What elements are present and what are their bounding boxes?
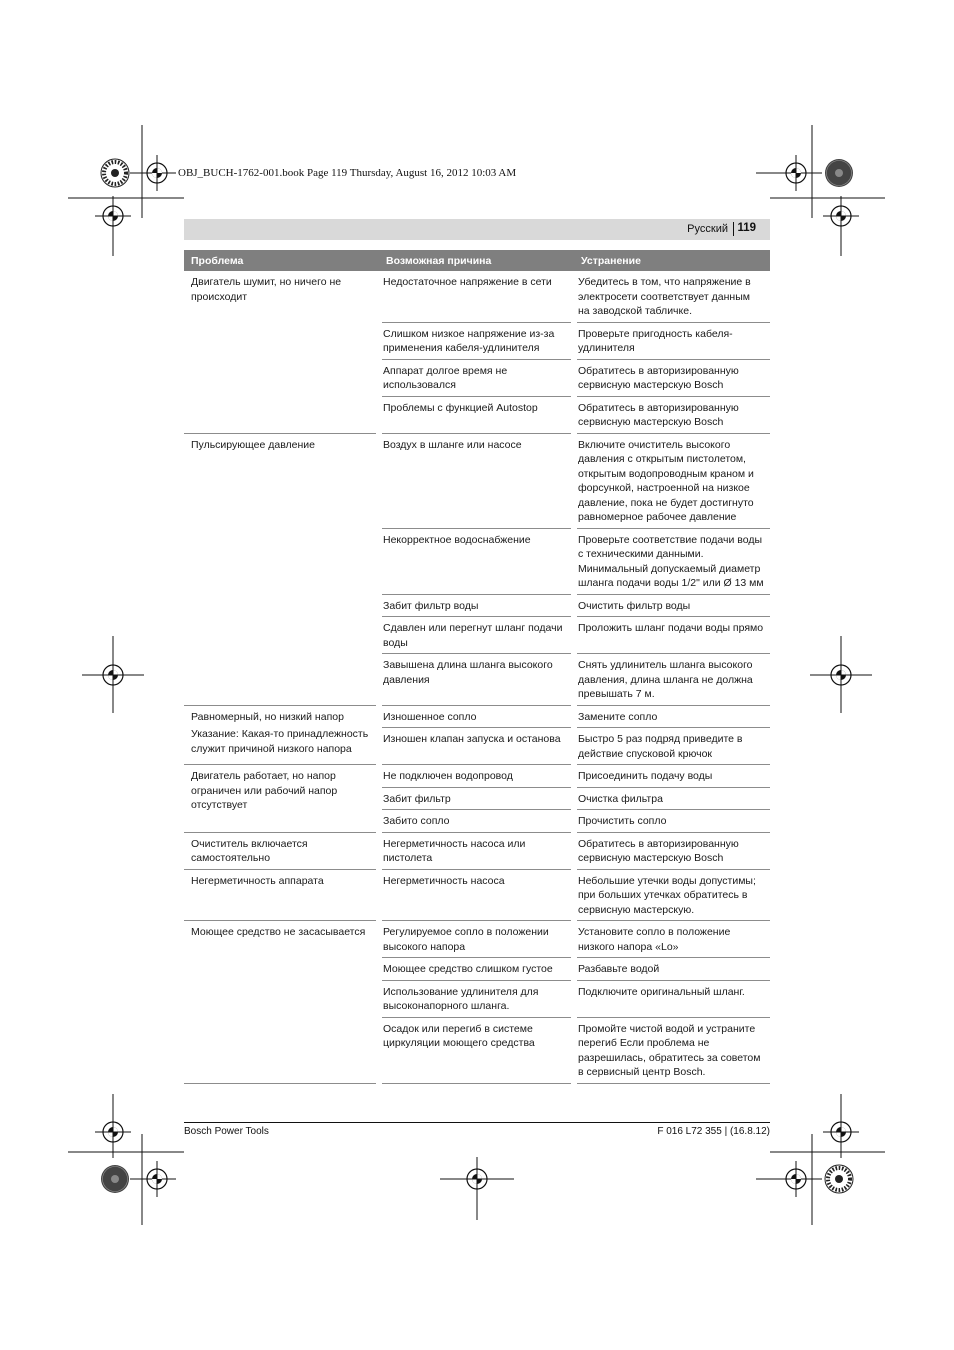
- problem-cell: [184, 765, 379, 833]
- problem-text: Равномерный, но низкий напор: [191, 710, 344, 723]
- cause-cell: Забито сопло: [379, 810, 574, 833]
- table-row: [184, 832, 770, 869]
- problem-text: Негерметичность аппарата: [191, 874, 324, 887]
- fix-cell: Очистить фильтр воды: [574, 594, 770, 617]
- fix-cell: Обратитесь в авторизированную сервисную мастерскую Bosch: [574, 396, 770, 433]
- fix-cell: Промойте чистой водой и устраните перегиб Если проблема не разрешилась, обратитесь за советом в сервисный центр Bosch.: [574, 1017, 770, 1083]
- fix-cell: Проверьте пригодность кабеля-удлинителя: [574, 322, 770, 359]
- problem-text: Двигатель шумит, но ничего не происходит: [191, 276, 342, 303]
- fix-cell: Разбавьте водой: [574, 958, 770, 981]
- fix-cell: Включите очиститель высокого давления с открытым пистолетом, открытым водопроводным краном и форсункой, настроенной на низкое давление, пока не будет достигнуто равномерное рабочее давление: [574, 433, 770, 528]
- problem-note: Указание: Какая-то принадлежность служит причиной низкого напора: [191, 728, 369, 755]
- problem-cell: [184, 433, 379, 705]
- file-slug: OBJ_BUCH-1762-001.book Page 119 Thursday, August 16, 2012 10:03 AM: [178, 167, 517, 179]
- problem-text: Пульсирующее давление: [191, 438, 316, 451]
- footer-brand: Bosch Power Tools: [184, 1126, 269, 1137]
- fix-cell: Обратитесь в авторизированную сервисную мастерскую Bosch: [574, 359, 770, 396]
- header-separator: [733, 222, 734, 236]
- cause-cell: Регулируемое сопло в положении высокого напора: [379, 921, 574, 958]
- problem-cell: [184, 921, 379, 1084]
- fix-cell: Установите сопло в положение низкого напора «Lo»: [574, 921, 770, 958]
- table-row: [184, 433, 770, 528]
- problem-text: Очиститель включается самостоятельно: [191, 837, 308, 864]
- fix-cell: Убедитесь в том, что напряжение в электросети соответствует данным на заводской табличке.: [574, 271, 770, 322]
- table-body: [184, 271, 770, 1083]
- page-header: [184, 219, 770, 240]
- fix-cell: Очистка фильтра: [574, 787, 770, 810]
- fix-cell: Подключите оригинальный шланг.: [574, 980, 770, 1017]
- problem-text: Моющее средство не засасывается: [191, 926, 366, 938]
- fix-cell: Снять удлинитель шланга высокого давления, длина шланга не должна превышать 7 м.: [574, 654, 770, 706]
- table-header-row: [184, 250, 770, 271]
- cause-cell: Изношен клапан запуска и останова: [379, 728, 574, 765]
- table-row: [184, 869, 770, 921]
- cause-cell: Некорректное водоснабжение: [379, 528, 574, 594]
- fix-cell: Проверьте соответствие подачи воды с техническими данными. Минимальный допускаемый диаметр шланга подачи воды 1/2" или Ø 13 мм: [574, 528, 770, 594]
- problem-cell: [184, 705, 379, 765]
- cause-cell: Слишком низкое напряжение из-за применения кабеля-удлинителя: [379, 322, 574, 359]
- footer-rule: [184, 1122, 770, 1123]
- cause-cell: Негерметичность насоса: [379, 869, 574, 921]
- fix-cell: Прочистить сопло: [574, 810, 770, 833]
- cause-cell: Воздух в шланге или насосе: [379, 433, 574, 528]
- troubleshooting-table: [184, 250, 770, 1084]
- cause-cell: Аппарат долгое время не использовался: [379, 359, 574, 396]
- fix-cell: Небольшие утечки воды допустимы; при больших утечках обратитесь в сервисную мастерскую.: [574, 869, 770, 921]
- fix-cell: Замените сопло: [574, 705, 770, 728]
- cause-cell: Не подключен водопровод: [379, 765, 574, 788]
- column-header-cause: Возможная причина: [379, 250, 574, 271]
- cause-cell: Моющее средство слишком густое: [379, 958, 574, 981]
- table-row: [184, 271, 770, 322]
- cause-cell: Забит фильтр: [379, 787, 574, 810]
- problem-text: Двигатель работает, но напор ограничен или рабочий напор отсутствует: [191, 770, 338, 811]
- cause-cell: Завышена длина шланга высокого давления: [379, 654, 574, 706]
- page-number: 119: [737, 222, 756, 234]
- cause-cell: Забит фильтр воды: [379, 594, 574, 617]
- cause-cell: Изношенное сопло: [379, 705, 574, 728]
- table-row: [184, 765, 770, 788]
- table-row: [184, 705, 770, 728]
- table-row: [184, 921, 770, 958]
- cause-cell: Проблемы с функцией Autostop: [379, 396, 574, 433]
- cause-cell: Негерметичность насоса или пистолета: [379, 832, 574, 869]
- column-header-fix: Устранение: [574, 250, 770, 271]
- header-language: Русский: [687, 223, 728, 235]
- problem-cell: [184, 271, 379, 433]
- cause-cell: Осадок или перегиб в системе циркуляции моющего средства: [379, 1017, 574, 1083]
- column-header-problem: Проблема: [184, 250, 379, 271]
- cause-cell: Недостаточное напряжение в сети: [379, 271, 574, 322]
- fix-cell: Быстро 5 раз подряд приведите в действие спусковой крючок: [574, 728, 770, 765]
- problem-cell: [184, 869, 379, 921]
- fix-cell: Проложить шланг подачи воды прямо: [574, 617, 770, 654]
- cause-cell: Сдавлен или перегнут шланг подачи воды: [379, 617, 574, 654]
- cause-cell: Использование удлинителя для высоконапорного шланга.: [379, 980, 574, 1017]
- fix-cell: Обратитесь в авторизированную сервисную мастерскую Bosch: [574, 832, 770, 869]
- footer-doc-code: F 016 L72 355 | (16.8.12): [657, 1126, 770, 1137]
- problem-cell: [184, 832, 379, 869]
- fix-cell: Присоединить подачу воды: [574, 765, 770, 788]
